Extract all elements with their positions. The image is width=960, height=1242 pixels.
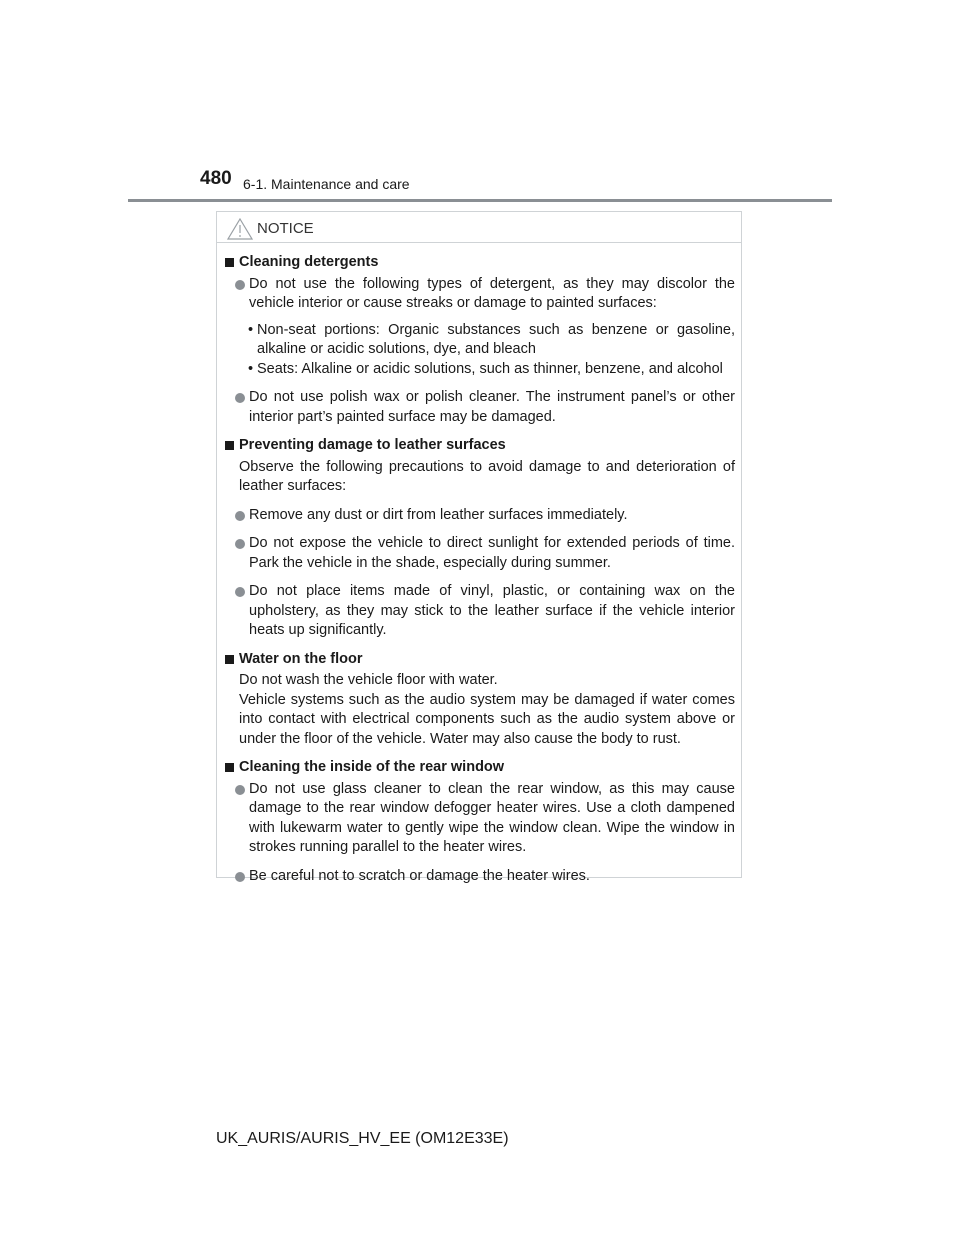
bullet-item: Be careful not to scratch or damage the heater wires. <box>225 867 735 887</box>
bullet-item: Do not place items made of vinyl, plastic, or containing wax on the upholstery, as they may stick to the leather surface if the vehicle interior heats up significantly. <box>225 582 735 641</box>
header-divider <box>128 199 832 202</box>
bullet-item: Do not expose the vehicle to direct sunlight for extended periods of time. Park the vehicle in the shade, especially during summer. <box>225 534 735 573</box>
page-number: 480 <box>200 168 232 189</box>
section-title: 6-1. Maintenance and care <box>243 176 410 192</box>
notice-box <box>216 211 742 884</box>
warning-triangle-icon <box>227 218 253 240</box>
section-heading: Water on the floor <box>225 650 735 670</box>
bullet-item: Do not use the following types of detergent, as they may discolor the vehicle interior or cause streaks or damage to painted surfaces: <box>225 275 735 314</box>
notice-body <box>217 243 741 886</box>
sub-item: • Seats: Alkaline or acidic solutions, such as thinner, benzene, and alcohol <box>225 360 735 380</box>
bullet-item: Do not use glass cleaner to clean the rear window, as this may cause damage to the rear window defogger heater wires. Use a cloth dampened with lukewarm water to gently wipe the window clean. Wipe the window in strokes running parallel to the heater wires. <box>225 780 735 858</box>
section-water-on-floor <box>225 650 735 750</box>
section-heading: Cleaning detergents <box>225 253 735 273</box>
sub-list <box>225 321 735 380</box>
section-leather-surfaces <box>225 436 735 641</box>
section-heading: Cleaning the inside of the rear window <box>225 758 735 778</box>
notice-title: NOTICE <box>257 220 314 237</box>
section-text: Vehicle systems such as the audio system may be damaged if water comes into contact with electrical components such as the audio system above or under the floor of the vehicle. Water may also cause the body to rust. <box>239 691 735 747</box>
bullet-item: Remove any dust or dirt from leather surfaces immediately. <box>225 506 735 526</box>
section-text: Do not wash the vehicle floor with water. <box>239 672 498 688</box>
notice-header <box>217 212 741 243</box>
section-cleaning-detergents <box>225 253 735 427</box>
section-text: Observe the following precautions to avoid damage to and deterioration of leather surfaces: <box>239 458 735 494</box>
section-rear-window <box>225 758 735 886</box>
bullet-item: Do not use polish wax or polish cleaner. The instrument panel’s or other interior part’s painted surface may be damaged. <box>225 388 735 427</box>
document-id: UK_AURIS/AURIS_HV_EE (OM12E33E) <box>216 1130 509 1147</box>
sub-item: • Non-seat portions: Organic substances such as benzene or gasoline, alkaline or acidic solutions, dye, and bleach <box>225 321 735 360</box>
section-heading: Preventing damage to leather surfaces <box>225 436 735 456</box>
